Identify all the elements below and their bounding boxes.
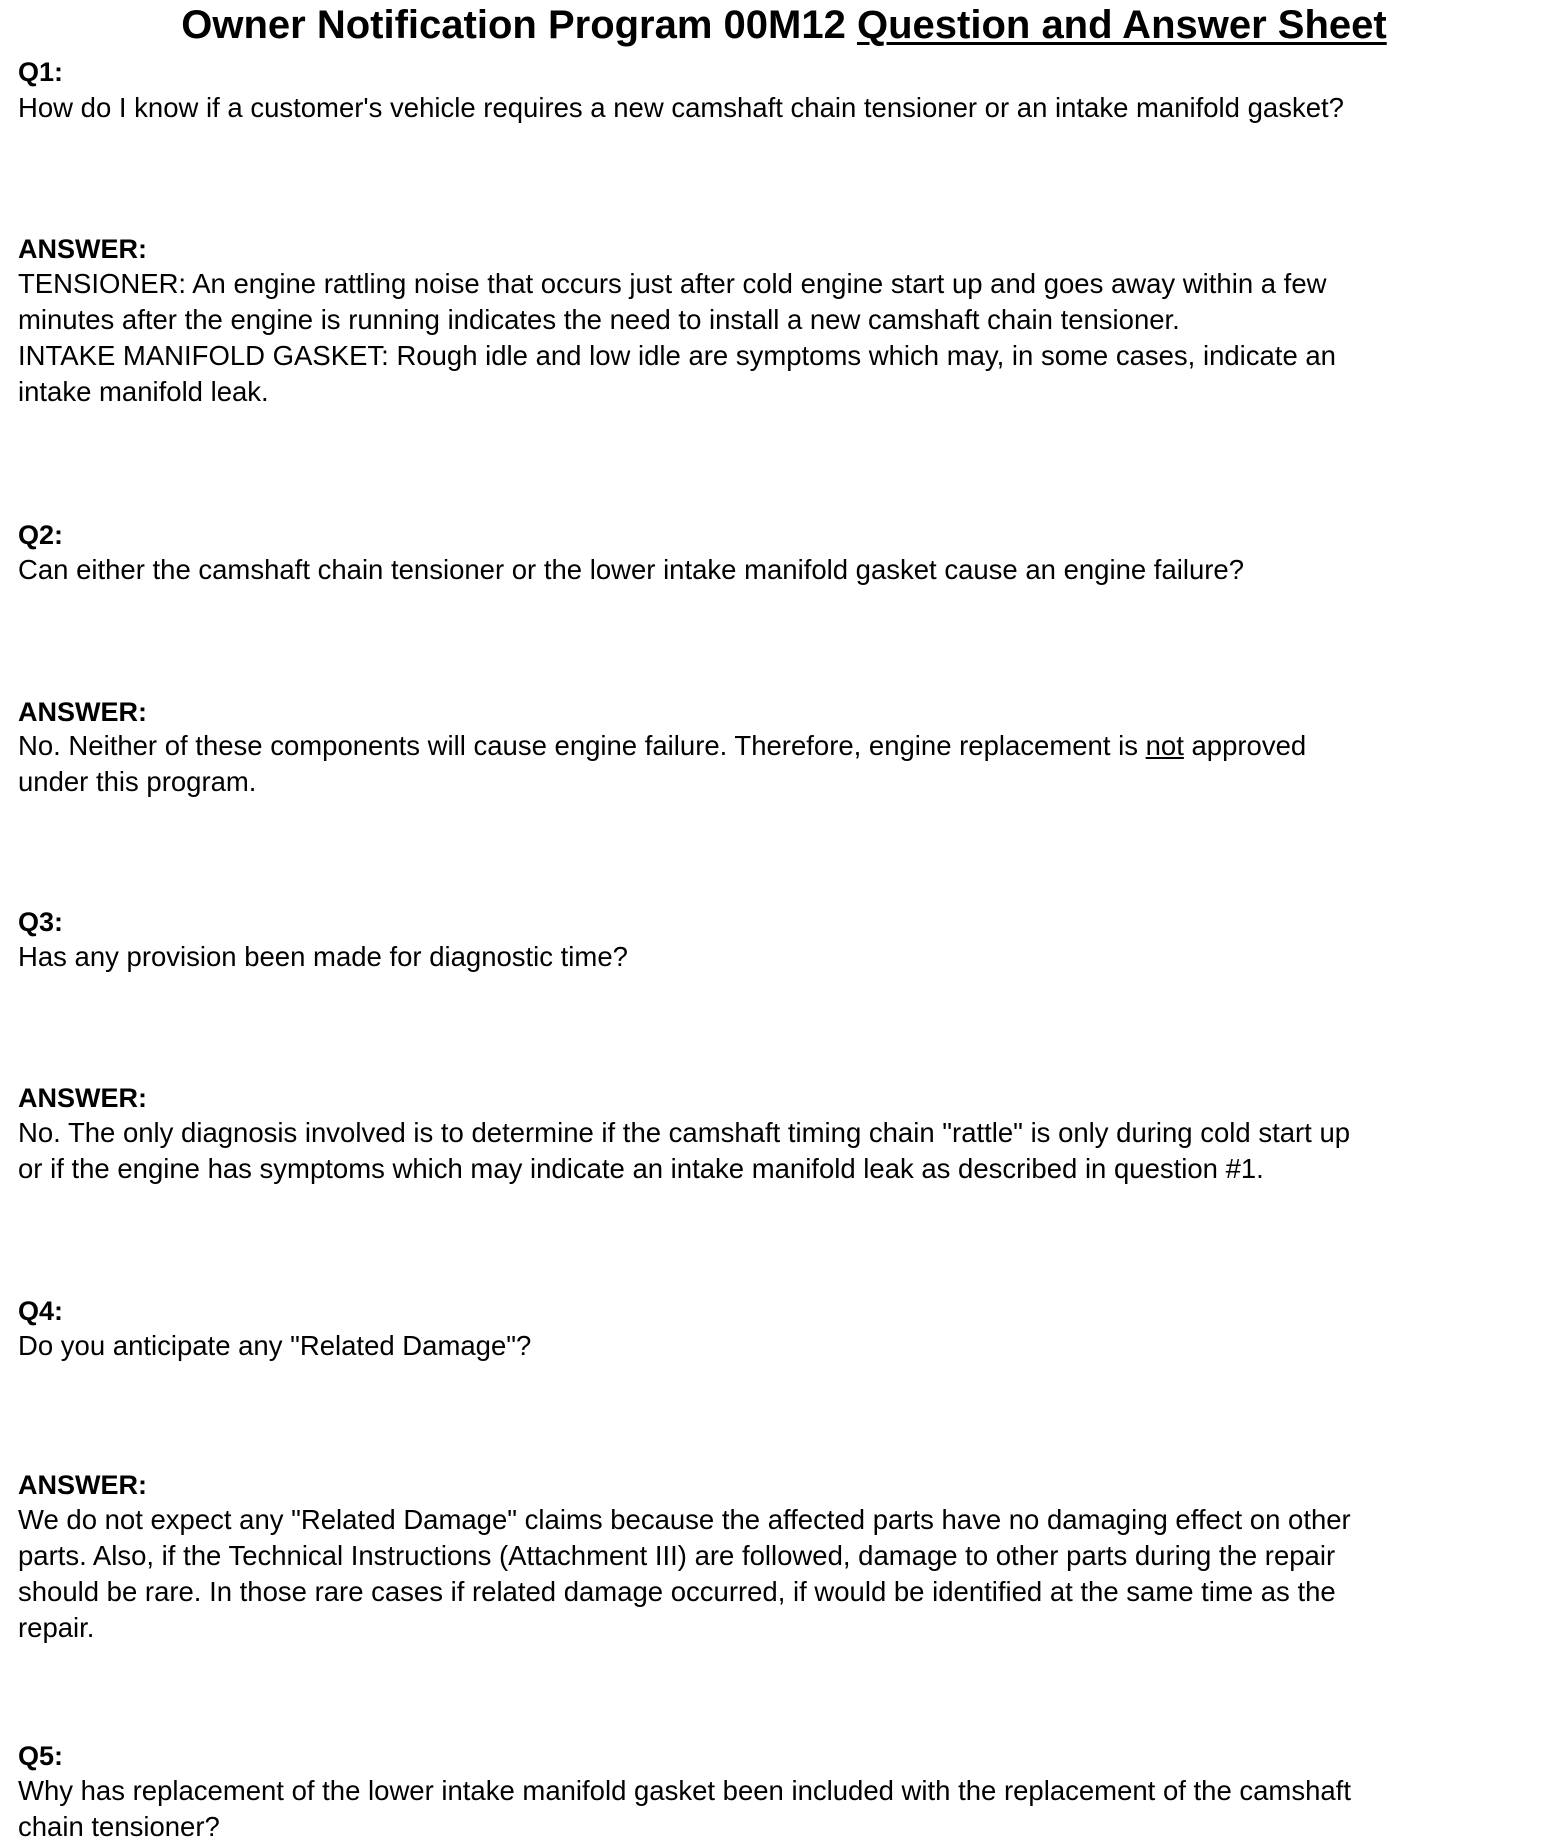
q1-answer-line-4: intake manifold leak. [18, 376, 269, 407]
title-main: Owner Notification Program 00M12 [181, 3, 846, 47]
q3-label: Q3: [18, 907, 64, 937]
q4-question [18, 1328, 1558, 1364]
q3-answer [18, 1115, 1558, 1187]
q3-answer-line-2: or if the engine has symptoms which may indicate an intake manifold leak as described in question #1. [18, 1153, 1264, 1184]
q3-answer-line-1: No. The only diagnosis involved is to determine if the camshaft timing chain "rattle" is only during cold start up [18, 1117, 1351, 1148]
q1-question [18, 90, 1558, 126]
q4-question-line: Do you anticipate any "Related Damage"? [18, 1330, 532, 1361]
q5-label: Q5: [18, 1741, 64, 1771]
q2-label: Q2: [18, 520, 64, 550]
q2-answer-label: ANSWER: [18, 697, 147, 727]
title-underlined: Question and Answer Sheet [856, 3, 1387, 47]
q2-answer-text-before: No. Neither of these components will cause engine failure. Therefore, engine replacement is [18, 730, 1146, 761]
q1-question-line: How do I know if a customer's vehicle requires a new camshaft chain tensioner or an intake manifold gasket? [18, 92, 1344, 123]
q5-question-line-1: Why has replacement of the lower intake manifold gasket been included with the replacement of the camshaft [18, 1775, 1351, 1806]
q4-answer-line-1: We do not expect any "Related Damage" claims because the affected parts have no damaging effect on other [18, 1504, 1351, 1535]
q3-question [18, 939, 1558, 975]
q2-answer-text-after: approved [1183, 730, 1307, 761]
q2-answer-line-2: under this program. [18, 766, 257, 797]
q3-question-line: Has any provision been made for diagnostic time? [18, 941, 628, 972]
q3-answer-label: ANSWER: [18, 1083, 147, 1113]
q5-question-line-2: chain tensioner? [18, 1811, 220, 1842]
q1-answer [18, 266, 1558, 410]
q5-question [18, 1773, 1558, 1845]
q4-answer [18, 1502, 1558, 1646]
q1-answer-label: ANSWER: [18, 234, 147, 264]
q2-question-line: Can either the camshaft chain tensioner or the lower intake manifold gasket cause an engine failure? [18, 554, 1245, 585]
q4-answer-label: ANSWER: [18, 1470, 147, 1500]
q1-answer-line-2: minutes after the engine is running indicates the need to install a new camshaft chain tensioner. [18, 304, 1180, 335]
q1-label: Q1: [18, 57, 64, 87]
q4-answer-line-4: repair. [18, 1612, 95, 1643]
q4-answer-line-2: parts. Also, if the Technical Instructions (Attachment III) are followed, damage to other parts during the repair [18, 1540, 1336, 1571]
q1-answer-line-1: TENSIONER: An engine rattling noise that occurs just after cold engine start up and goes away within a few [18, 268, 1327, 299]
q4-label: Q4: [18, 1296, 64, 1326]
q2-answer-emphasis-not: not [1145, 730, 1184, 761]
q4-answer-line-3: should be rare. In those rare cases if related damage occurred, if would be identified at the same time as the [18, 1576, 1336, 1607]
q1-answer-line-3: INTAKE MANIFOLD GASKET: Rough idle and low idle are symptoms which may, in some cases, indicate an [18, 340, 1336, 371]
q2-answer-line-1 [18, 728, 1558, 764]
q2-answer [18, 728, 1558, 800]
document-title [0, 0, 1568, 50]
q2-question [18, 552, 1558, 588]
